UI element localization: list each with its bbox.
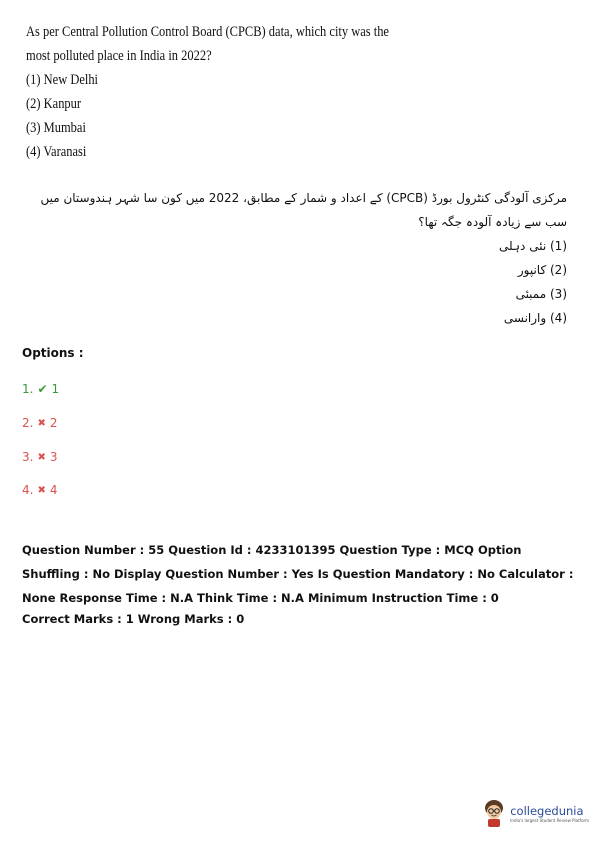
option-en-1: (1) New Delhi bbox=[26, 72, 99, 88]
cross-icon: ✖ bbox=[37, 484, 46, 496]
option-row-3 bbox=[22, 450, 57, 464]
option-number: 4. bbox=[22, 483, 34, 497]
option-ur-4: (4) وارانسی bbox=[503, 311, 567, 325]
check-icon: ✔ bbox=[37, 382, 48, 396]
question-urdu bbox=[27, 186, 567, 330]
option-row-1 bbox=[22, 382, 59, 396]
option-ur-2: (2) کانپور bbox=[517, 263, 567, 277]
option-row-4 bbox=[22, 483, 57, 497]
question-english bbox=[26, 20, 404, 164]
option-en-4: (4) Varanasi bbox=[26, 144, 87, 160]
cross-icon: ✖ bbox=[37, 451, 46, 463]
brand-text bbox=[510, 804, 589, 823]
question-stem-ur: مرکزی آلودگی کنٹرول بورڈ (CPCB) کے اعداد و شمار کے مطابق، 2022 میں کون سا شہر ہندوستان میں سب سے زیادہ آلودہ جگہ تھا؟ bbox=[40, 191, 567, 229]
option-value: 2 bbox=[49, 416, 58, 430]
option-number: 2. bbox=[22, 416, 34, 430]
option-number: 3. bbox=[22, 450, 34, 464]
option-number: 1. bbox=[22, 382, 34, 396]
option-row-2 bbox=[22, 416, 57, 430]
question-metadata: Question Number : 55 Question Id : 4233101395 Question Type : MCQ Option Shuffling : No Display Question Number : Yes Is Question Mandatory : No Calculator : None Response Time : N.A Think Time : N.A Minimum Instruction Time : 0 bbox=[22, 543, 574, 605]
option-value: 4 bbox=[49, 483, 58, 497]
cross-icon: ✖ bbox=[37, 417, 46, 429]
option-en-3: (3) Mumbai bbox=[26, 120, 86, 136]
options-heading: Options : bbox=[22, 346, 84, 360]
marks-info: Correct Marks : 1 Wrong Marks : 0 bbox=[22, 612, 245, 626]
option-en-2: (2) Kanpur bbox=[26, 96, 82, 112]
question-stem-en: As per Central Pollution Control Board (CPCB) data, which city was the most polluted place in India in 2022? bbox=[26, 24, 389, 64]
brand-name: collegedunia bbox=[510, 803, 584, 818]
option-value: 1 bbox=[51, 382, 60, 396]
brand-logo bbox=[482, 798, 589, 828]
option-value: 3 bbox=[49, 450, 58, 464]
brand-tagline: India's largest Student Review Platform bbox=[510, 817, 589, 823]
option-ur-3: (3) ممبئی bbox=[515, 287, 567, 301]
option-ur-1: (1) نئی دہلی bbox=[499, 239, 567, 253]
mascot-icon bbox=[482, 798, 506, 828]
